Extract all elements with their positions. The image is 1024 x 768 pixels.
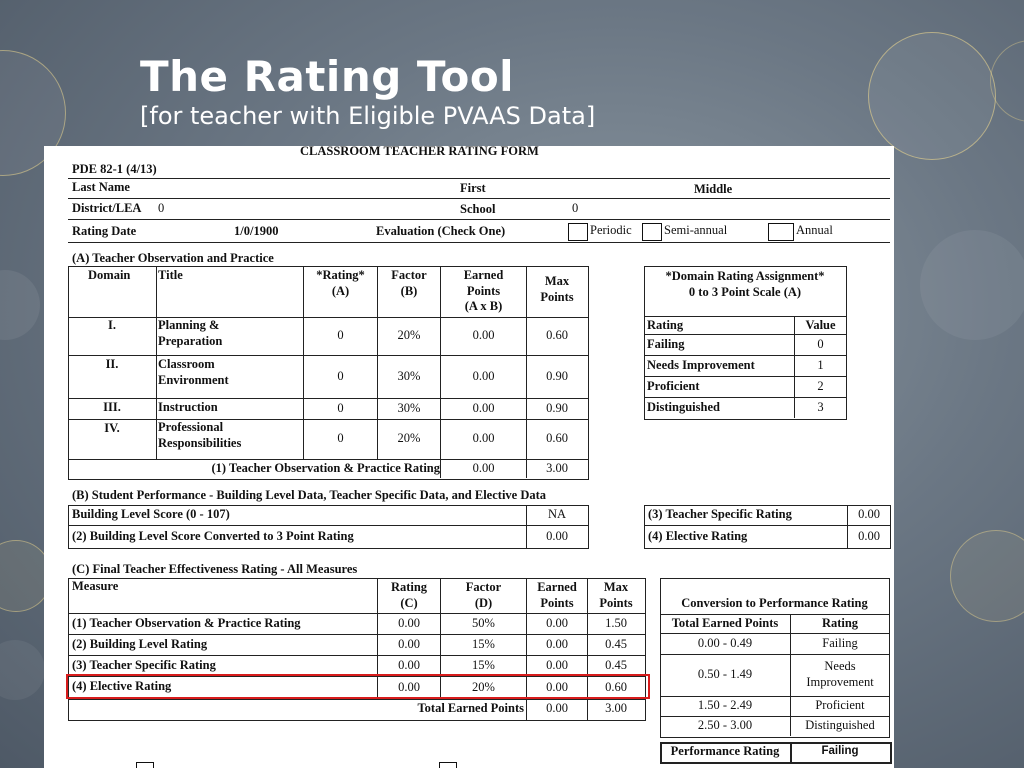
earned-cell: 0.00	[472, 400, 495, 415]
scale-value: 1	[817, 357, 824, 372]
performance-rating-value: Failing	[821, 745, 859, 758]
earned-cell: 0.00	[472, 368, 495, 383]
domain-cell: III.	[103, 400, 121, 415]
section-c-title: (C) Final Teacher Effectiveness Rating - All Measures	[72, 562, 358, 576]
max-cell: 0.90	[546, 400, 568, 415]
scale-rating: Distinguished	[647, 399, 720, 414]
section-a-total-earned: 0.00	[472, 460, 495, 475]
header-max: Max Points	[540, 274, 574, 304]
semi-annual-label: Semi-annual	[664, 223, 728, 237]
total-earned-value: 0.00	[546, 701, 568, 716]
district-value: 0	[158, 201, 165, 215]
scale-rating: Needs Improvement	[647, 357, 755, 372]
factor-cell: 50%	[472, 615, 495, 630]
col-divider	[156, 266, 157, 459]
factor-cell: 20%	[397, 431, 421, 446]
header-measure: Measure	[72, 579, 119, 594]
domain-cell: IV.	[104, 421, 120, 436]
periodic-checkbox[interactable]	[568, 223, 588, 241]
bokeh-circle	[868, 32, 996, 160]
first-name-label: First	[460, 181, 486, 195]
signature-checkbox[interactable]	[136, 762, 154, 768]
form-heading: CLASSROOM TEACHER RATING FORM	[300, 146, 539, 158]
conversion-col-rating: Rating	[821, 615, 859, 630]
elective-label: (4) Elective Rating	[648, 528, 748, 543]
measure-cell: (4) Elective Rating	[72, 678, 172, 693]
conversion-rating: Failing	[822, 635, 858, 650]
divider	[68, 242, 890, 243]
rating-cell: 0	[337, 368, 344, 383]
measure-cell: (1) Teacher Observation & Practice Rating	[72, 615, 301, 630]
scale-rating: Failing	[647, 336, 685, 351]
elective-row-highlight	[66, 674, 650, 699]
factor-cell: 20%	[472, 680, 495, 695]
conversion-points: 0.50 - 1.49	[697, 667, 753, 682]
rating-cell: 0.00	[398, 615, 420, 630]
last-name-label: Last Name	[72, 180, 130, 194]
rating-cell: 0	[337, 400, 344, 415]
scale-value: 3	[817, 399, 824, 414]
factor-cell: 30%	[397, 400, 421, 415]
bokeh-circle	[0, 640, 45, 700]
conversion-points: 1.50 - 2.49	[697, 698, 753, 713]
form-code: PDE 82-1 (4/13)	[72, 162, 157, 176]
rating-form-document	[44, 146, 894, 768]
school-label: School	[460, 202, 496, 216]
teacher-specific-label: (3) Teacher Specific Rating	[648, 507, 792, 522]
converted-value: 0.00	[546, 528, 568, 543]
annual-label: Annual	[796, 223, 833, 237]
title-cell: Classroom Environment	[158, 357, 229, 387]
max-cell: 0.60	[546, 328, 568, 343]
max-cell: 0.90	[546, 368, 568, 383]
rating-cell: 0.00	[398, 679, 420, 694]
evaluation-label: Evaluation (Check One)	[376, 224, 506, 238]
periodic-label: Periodic	[590, 223, 632, 237]
scale-value: 2	[817, 378, 824, 393]
scale-value: 0	[817, 336, 824, 351]
section-a-total-label: (1) Teacher Observation & Practice Rating	[211, 460, 440, 475]
school-value: 0	[572, 201, 579, 215]
conversion-title: Conversion to Performance Rating	[681, 596, 868, 611]
section-a-total-max: 3.00	[546, 460, 568, 475]
title-cell: Professional Responsibilities	[158, 420, 242, 450]
bokeh-circle	[990, 40, 1024, 122]
title-cell: Instruction	[158, 400, 218, 415]
district-label: District/LEA	[72, 201, 142, 215]
measure-cell: (2) Building Level Rating	[72, 636, 208, 651]
max-cell: 0.45	[605, 636, 627, 651]
section-b-title: (B) Student Performance - Building Level Data, Teacher Specific Data, and Elective Data	[72, 488, 547, 502]
earned-cell: 0.00	[472, 431, 495, 446]
header-max-c: Max Points	[599, 580, 633, 610]
conversion-col-points: Total Earned Points	[671, 615, 779, 630]
earned-cell: 0.00	[546, 657, 568, 672]
factor-cell: 15%	[472, 657, 495, 672]
header-rating: *Rating* (A)	[316, 268, 365, 298]
header-domain: Domain	[88, 268, 131, 282]
bokeh-circle	[0, 270, 40, 340]
domain-cell: II.	[105, 357, 119, 372]
divider	[68, 219, 890, 220]
section-a-title: (A) Teacher Observation and Practice	[72, 251, 274, 265]
factor-cell: 15%	[472, 636, 495, 651]
max-cell: 1.50	[605, 615, 627, 630]
conversion-points: 0.00 - 0.49	[697, 635, 753, 650]
domain-scale-title: *Domain Rating Assignment* 0 to 3 Point Scale (A)	[665, 269, 825, 299]
rating-date-value: 1/0/1900	[234, 224, 279, 238]
earned-cell: 0.00	[546, 679, 568, 694]
measure-cell: (3) Teacher Specific Rating	[72, 657, 216, 672]
title-cell: Planning & Preparation	[158, 318, 223, 348]
factor-cell: 30%	[397, 368, 421, 383]
slide-title: The Rating Tool	[140, 52, 515, 101]
conversion-points: 2.50 - 3.00	[697, 718, 753, 733]
max-cell: 0.60	[546, 431, 568, 446]
total-earned-label: Total Earned Points	[417, 701, 524, 716]
conversion-rating: Needs Improvement	[806, 659, 874, 689]
converted-label: (2) Building Level Score Converted to 3 Point Rating	[72, 528, 354, 543]
scale-col-value: Value	[805, 317, 836, 332]
max-cell: 0.45	[605, 657, 627, 672]
divider	[68, 178, 890, 179]
conversion-rating: Proficient	[815, 698, 865, 713]
bokeh-circle	[950, 530, 1024, 622]
conversion-rating: Distinguished	[805, 718, 875, 733]
earned-cell: 0.00	[546, 615, 568, 630]
rating-cell: 0	[337, 328, 344, 343]
elective-value: 0.00	[858, 528, 880, 543]
middle-name-label: Middle	[694, 182, 733, 196]
slide-subtitle: [for teacher with Eligible PVAAS Data]	[140, 102, 596, 130]
rating-cell: 0.00	[398, 657, 420, 672]
teacher-specific-value: 0.00	[858, 507, 880, 522]
header-rating-c: Rating (C)	[390, 580, 428, 610]
performance-rating-label: Performance Rating	[670, 744, 780, 759]
building-score-label: Building Level Score (0 - 107)	[72, 507, 230, 522]
building-score-value: NA	[547, 507, 567, 522]
scale-rating: Proficient	[647, 378, 700, 393]
semi-annual-checkbox[interactable]	[642, 223, 662, 241]
header-earned: Earned Points (A x B)	[463, 268, 504, 314]
signature-checkbox[interactable]	[439, 762, 457, 768]
scale-col-rating: Rating	[647, 317, 684, 332]
header-factor-d: Factor (D)	[465, 580, 502, 610]
factor-cell: 20%	[397, 328, 421, 343]
earned-cell: 0.00	[472, 328, 495, 343]
max-cell: 0.60	[605, 679, 627, 694]
header-factor: Factor (B)	[391, 268, 427, 298]
domain-cell: I.	[108, 318, 116, 333]
divider	[68, 198, 890, 199]
bokeh-circle	[920, 230, 1024, 340]
header-earned-c: Earned Points	[537, 580, 577, 610]
annual-checkbox[interactable]	[768, 223, 794, 241]
header-title: Title	[158, 268, 183, 282]
total-max-value: 3.00	[605, 701, 627, 716]
rating-date-label: Rating Date	[72, 224, 137, 238]
rating-cell: 0.00	[398, 636, 420, 651]
earned-cell: 0.00	[546, 636, 568, 651]
rating-cell: 0	[337, 431, 344, 446]
